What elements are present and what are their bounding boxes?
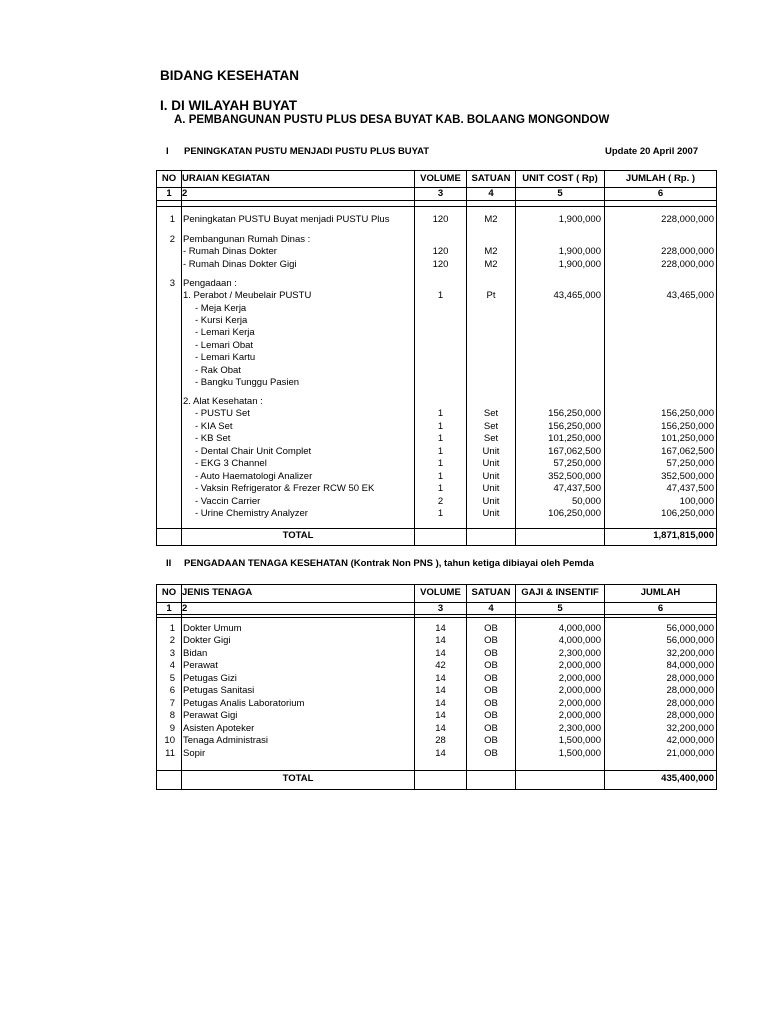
row-unit-cost: 50,000 (571, 496, 601, 507)
row-description: - Bangku Tunggu Pasien (195, 377, 300, 388)
row-unit-cost: 1,900,000 (558, 246, 601, 257)
row-volume: 120 (432, 214, 449, 225)
column-number: 5 (557, 188, 563, 199)
row-number: 2 (169, 234, 175, 245)
row-volume: 1 (437, 290, 444, 301)
row-description: - Rumah Dinas Dokter Gigi (183, 259, 297, 270)
row-description: - Rak Obat (195, 365, 241, 376)
row-description: Peningkatan PUSTU Buyat menjadi PUSTU Plus (183, 214, 390, 225)
row-volume: 120 (432, 246, 449, 257)
row-description: Asisten Apoteker (183, 723, 255, 734)
row-volume: 1 (437, 471, 444, 482)
row-unit: Set (483, 433, 499, 444)
row-description: - Auto Haematologi Analizer (195, 471, 313, 482)
row-description: Pengadaan : (183, 278, 237, 289)
row-unit: OB (484, 735, 498, 746)
staff-table (156, 584, 717, 790)
row-unit: Unit (482, 471, 500, 482)
column-number: 6 (657, 603, 664, 614)
row-description: - Lemari Kartu (195, 352, 256, 363)
row-unit-cost: 2,000,000 (558, 660, 601, 671)
row-description: - Lemari Obat (195, 340, 254, 351)
row-unit-cost: 352,500,000 (548, 471, 601, 482)
row-amount: 228,000,000 (661, 246, 714, 257)
total-label: TOTAL (282, 530, 314, 541)
row-unit: M2 (484, 246, 498, 257)
row-volume: 14 (435, 673, 446, 684)
row-amount: 57,250,000 (666, 458, 714, 469)
column-number: 1 (166, 188, 172, 199)
row-amount: 43,465,000 (666, 290, 714, 301)
row-description: Pembangunan Rumah Dinas : (183, 234, 311, 245)
row-unit-cost: 4,000,000 (558, 635, 601, 646)
row-amount: 84,000,000 (666, 660, 714, 671)
column-header: NO (161, 173, 177, 184)
column-number: 3 (437, 603, 444, 614)
row-description: - Vaccin Carrier (195, 496, 261, 507)
row-volume: 1 (437, 458, 444, 469)
row-description: - PUSTU Set (195, 408, 250, 419)
row-unit-cost: 1,900,000 (558, 259, 601, 270)
column-header: JUMLAH ( Rp. ) (625, 173, 696, 184)
column-number: 2 (182, 603, 188, 614)
row-number: 1 (169, 623, 175, 634)
row-unit-cost: 156,250,000 (548, 408, 601, 419)
column-header: GAJI & INSENTIF (521, 587, 599, 598)
row-unit-cost: 57,250,000 (553, 458, 601, 469)
row-description: 2. Alat Kesehatan : (183, 396, 263, 407)
update-date: Update 20 April 2007 (605, 146, 699, 157)
row-unit: Unit (482, 508, 500, 519)
row-unit-cost: 2,300,000 (558, 648, 601, 659)
row-number: 6 (169, 685, 175, 696)
row-description: Perawat Gigi (183, 710, 238, 721)
row-amount: 28,000,000 (666, 698, 714, 709)
row-amount: 28,000,000 (666, 673, 714, 684)
row-number: 3 (169, 648, 175, 659)
row-unit: OB (484, 723, 498, 734)
row-amount: 47,437,500 (666, 483, 714, 494)
row-volume: 1 (437, 508, 444, 519)
row-description: - Meja Kerja (195, 303, 247, 314)
row-volume: 1 (437, 408, 444, 419)
column-number: 1 (166, 603, 172, 614)
row-number: 3 (169, 278, 175, 289)
column-header: VOLUME (420, 173, 461, 184)
row-amount: 167,062,500 (661, 446, 714, 457)
row-unit: OB (484, 635, 498, 646)
table1-heading-number: I (166, 146, 169, 157)
row-description: Dokter Umum (183, 623, 242, 634)
row-volume: 14 (435, 723, 446, 734)
row-volume: 1 (437, 483, 444, 494)
row-volume: 28 (435, 735, 446, 746)
row-description: Dokter Gigi (183, 635, 231, 646)
row-unit: OB (484, 748, 498, 759)
row-unit: OB (484, 648, 498, 659)
column-header: UNIT COST ( Rp) (522, 173, 598, 184)
column-header: NO (161, 587, 177, 598)
row-unit: M2 (484, 259, 498, 270)
column-header: VOLUME (420, 587, 461, 598)
column-number: 4 (488, 188, 494, 199)
row-unit-cost: 167,062,500 (548, 446, 601, 457)
row-amount: 352,500,000 (661, 471, 714, 482)
column-number: 4 (488, 603, 494, 614)
column-number: 2 (182, 188, 188, 199)
row-amount: 56,000,000 (666, 635, 714, 646)
row-unit: Set (483, 408, 499, 419)
row-unit: OB (484, 710, 498, 721)
row-description: Sopir (183, 748, 206, 759)
row-amount: 32,200,000 (666, 648, 714, 659)
total-amount: 1,871,815,000 (653, 530, 714, 541)
row-volume: 14 (435, 698, 446, 709)
row-unit-cost: 43,465,000 (553, 290, 601, 301)
row-description: Petugas Analis Laboratorium (183, 698, 305, 709)
row-amount: 42,000,000 (666, 735, 714, 746)
section-heading: I. DI WILAYAH BUYAT (160, 98, 298, 113)
column-number: 3 (437, 188, 444, 199)
row-number: 7 (169, 698, 175, 709)
row-amount: 156,250,000 (661, 421, 714, 432)
column-header: SATUAN (471, 587, 511, 598)
row-volume: 14 (435, 710, 446, 721)
table1-heading: PENINGKATAN PUSTU MENJADI PUSTU PLUS BUYAT (184, 146, 430, 157)
row-volume: 14 (435, 635, 446, 646)
row-number: 10 (164, 735, 175, 746)
row-description: - Urine Chemistry Analyzer (195, 508, 308, 519)
row-amount: 28,000,000 (666, 685, 714, 696)
row-unit: Unit (482, 483, 500, 494)
document-title: BIDANG KESEHATAN (160, 68, 300, 83)
column-header: SATUAN (471, 173, 511, 184)
column-header: JENIS TENAGA (182, 587, 253, 598)
row-volume: 14 (435, 748, 446, 759)
row-description: - Kursi Kerja (195, 315, 248, 326)
row-volume: 14 (435, 648, 446, 659)
row-unit-cost: 2,000,000 (558, 673, 601, 684)
row-number: 9 (169, 723, 175, 734)
row-amount: 106,250,000 (661, 508, 714, 519)
row-number: 8 (169, 710, 175, 721)
row-volume: 2 (437, 496, 444, 507)
row-unit: OB (484, 623, 498, 634)
row-unit: Unit (482, 496, 500, 507)
row-unit-cost: 2,000,000 (558, 710, 601, 721)
row-amount: 21,000,000 (666, 748, 714, 759)
row-unit-cost: 47,437,500 (553, 483, 601, 494)
row-description: Bidan (183, 648, 208, 659)
column-number: 5 (557, 603, 563, 614)
row-description: Petugas Gizi (183, 673, 237, 684)
table2-heading: PENGADAAN TENAGA KESEHATAN (Kontrak Non PNS ), tahun ketiga dibiayai oleh Pemda (184, 558, 594, 569)
row-amount: 101,250,000 (661, 433, 714, 444)
row-volume: 14 (435, 685, 446, 696)
row-description: - Vaksin Refrigerator & Frezer RCW 50 EK (195, 483, 375, 494)
row-volume: 1 (437, 421, 444, 432)
subsection-heading: A. PEMBANGUNAN PUSTU PLUS DESA BUYAT KAB. BOLAANG MONGONDOW (174, 114, 610, 126)
row-description: - KIA Set (195, 421, 233, 432)
activity-table (156, 170, 717, 546)
table2-heading-number: II (166, 558, 172, 569)
row-unit-cost: 1,500,000 (558, 735, 601, 746)
row-description: - Dental Chair Unit Complet (195, 446, 312, 457)
row-amount: 56,000,000 (666, 623, 714, 634)
total-label: TOTAL (282, 773, 314, 784)
row-unit-cost: 1,500,000 (558, 748, 601, 759)
row-description: - Rumah Dinas Dokter (183, 246, 277, 257)
row-unit: Unit (482, 458, 500, 469)
row-amount: 28,000,000 (666, 710, 714, 721)
row-unit: M2 (484, 214, 498, 225)
row-amount: 228,000,000 (661, 259, 714, 270)
row-description: Tenaga Administrasi (183, 735, 269, 746)
row-number: 11 (165, 748, 175, 759)
row-number: 2 (169, 635, 175, 646)
row-unit-cost: 1,900,000 (558, 214, 601, 225)
row-unit: Pt (486, 290, 496, 301)
column-header: URAIAN KEGIATAN (182, 173, 270, 184)
row-amount: 156,250,000 (661, 408, 714, 419)
row-description: - Lemari Kerja (195, 327, 255, 338)
row-volume: 14 (435, 623, 446, 634)
row-unit-cost: 156,250,000 (548, 421, 601, 432)
row-unit: Unit (482, 446, 500, 457)
row-amount: 228,000,000 (661, 214, 714, 225)
row-description: Petugas Sanitasi (183, 685, 255, 696)
row-unit-cost: 2,000,000 (558, 685, 601, 696)
row-unit: OB (484, 685, 498, 696)
row-description: 1. Perabot / Meubelair PUSTU (183, 290, 312, 301)
row-unit-cost: 101,250,000 (548, 433, 601, 444)
row-description: Perawat (183, 660, 218, 671)
column-number: 6 (657, 188, 664, 199)
row-volume: 1 (437, 446, 444, 457)
row-amount: 100,000 (679, 496, 714, 507)
total-amount: 435,400,000 (661, 773, 714, 784)
row-description: - KB Set (195, 433, 231, 444)
row-volume: 1 (437, 433, 444, 444)
row-unit-cost: 2,000,000 (558, 698, 601, 709)
row-volume: 42 (435, 660, 446, 671)
row-unit-cost: 106,250,000 (548, 508, 601, 519)
row-description: - EKG 3 Channel (195, 458, 267, 469)
row-number: 4 (169, 660, 175, 671)
row-volume: 120 (432, 259, 449, 270)
row-amount: 32,200,000 (666, 723, 714, 734)
row-unit-cost: 2,300,000 (558, 723, 601, 734)
row-unit: OB (484, 660, 498, 671)
row-number: 5 (169, 673, 175, 684)
row-unit: Set (483, 421, 499, 432)
row-unit: OB (484, 698, 498, 709)
row-unit: OB (484, 673, 498, 684)
row-number: 1 (169, 214, 175, 225)
row-unit-cost: 4,000,000 (558, 623, 601, 634)
column-header: JUMLAH (640, 587, 681, 598)
